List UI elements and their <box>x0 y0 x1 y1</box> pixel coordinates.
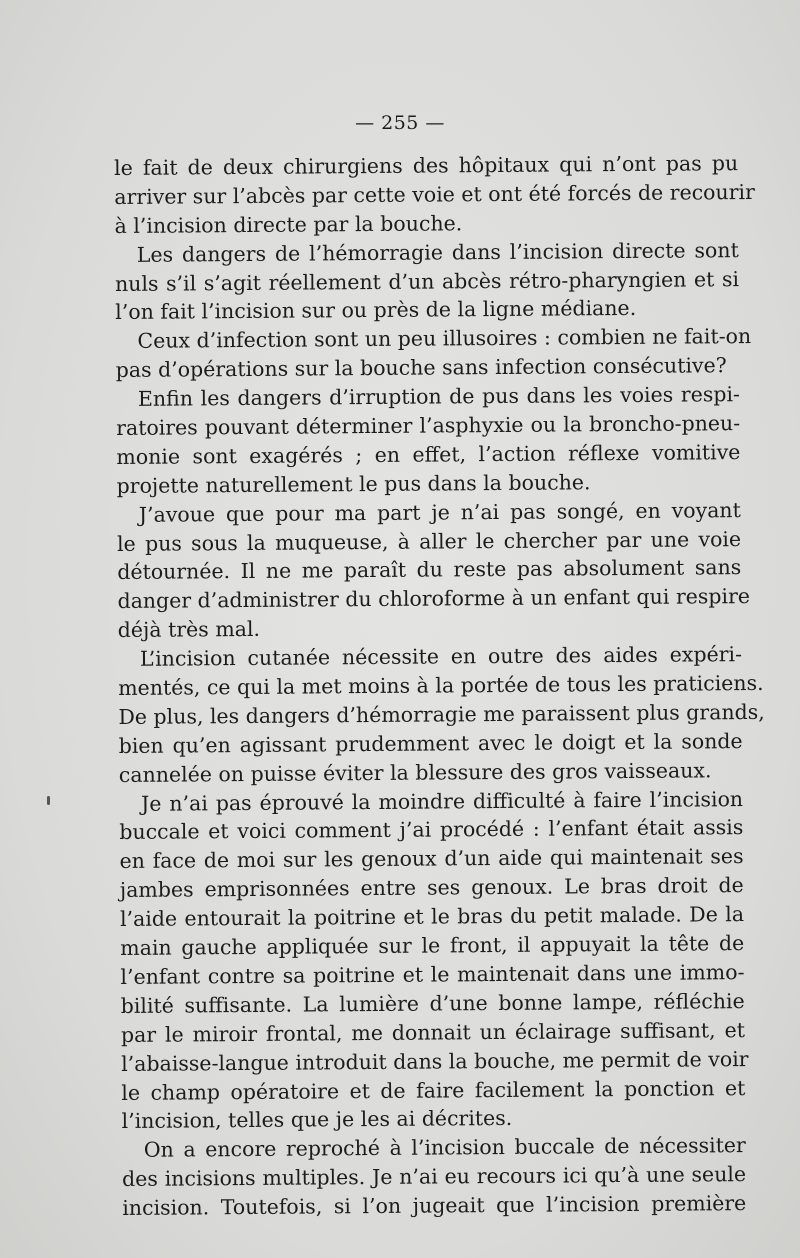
text-line: à l’incision directe par la bouche. <box>114 211 463 238</box>
page-number: — 255 — <box>355 112 445 134</box>
text-line: le champ opératoire et de faire facilement la ponction et <box>121 1075 746 1105</box>
text-line: bien qu’en agissant prudemment avec le doigt et la sonde <box>118 728 743 758</box>
text-line: mentés, ce qui la met moins à la portée de tous les praticiens. <box>118 670 764 701</box>
text-line: le pus sous la muqueuse, à aller le chercher par une voie <box>116 526 742 556</box>
text-line: ratoires pouvant déterminer l’asphyxie ou la broncho-pneu- <box>116 411 741 441</box>
text-line: Les dangers de l’hémorragie dans l’incision directe sont <box>136 237 739 267</box>
text-line: par le miroir frontal, me donnait un éclairage suffisant, et <box>120 1017 745 1047</box>
text-line: l’enfant contre sa poitrine et le maintenait dans une immo- <box>120 960 745 989</box>
text-line: incision. Toutefois, si l’on jugeait que l’incision première <box>122 1191 747 1221</box>
text-line: danger d’administrer du chloroforme à un enfant qui respire <box>117 584 751 614</box>
body-text <box>114 149 765 1223</box>
text-line: Je n’ai pas éprouvé la moindre difficulté à faire l’incision <box>141 786 744 816</box>
text-line: buccale et voici comment j’ai procédé : l’enfant était assis <box>119 815 744 845</box>
text-line: Ceux d’infection sont un peu illusoires : combien ne fait-on <box>137 324 752 354</box>
text-line: en face de moi sur les genoux d’un aide qui maintenait ses <box>119 844 744 874</box>
text-line: l’abaisse-langue introduit dans la bouche, me permit de voir <box>121 1046 749 1076</box>
margin-speck <box>47 796 50 805</box>
text-line: cannelée on puisse éviter la blessure des gros vaisseaux. <box>118 758 712 787</box>
text-line: projette naturellement le pus dans la bouche. <box>116 470 591 498</box>
text-line: nuls s’il s’agit réellement d’un abcès rétro-pharyngien et si <box>114 266 740 296</box>
text-line: monie sont exagérés ; en effet, l’action réflexe vomitive <box>116 439 741 469</box>
text-line: le fait de deux chirurgiens des hôpitaux qui n’ont pas pu <box>114 151 739 180</box>
text-line: jambes emprisonnées entre ses genoux. Le bras droit de <box>119 873 744 903</box>
text-line: pas d’opérations sur la bouche sans infection consécutive? <box>115 353 727 383</box>
text-line: l’aide entourait la poitrine et le bras du petit malade. De la <box>119 902 745 932</box>
text-line: arriver sur l’abcès par cette voie et ont été forcés de recourir <box>114 179 755 209</box>
text-line: De plus, les dangers d’hémorragie me paraissent plus grands, <box>118 699 765 729</box>
text-line: Enfin les dangers d’irruption de pus dans les voies respi- <box>137 382 741 411</box>
text-line: bilité suffisante. La lumière d’une bonne lampe, réfléchie <box>120 988 745 1018</box>
text-line: L’incision cutanée nécessite en outre des aides expéri- <box>139 642 743 671</box>
text-line: On a encore reproché à l’incision buccale de nécessiter <box>143 1133 746 1163</box>
text-line: l’incision, telles que je les ai décrites. <box>121 1106 513 1134</box>
text-line: J’avoue que pour ma part je n’ai pas songé, en voyant <box>138 497 741 527</box>
text-line: des incisions multiples. Je n’ai eu recours ici qu’à une seule <box>121 1162 747 1192</box>
text-line: main gauche appliquée sur le front, il appuyait la tête de <box>120 931 745 961</box>
text-line: détournée. Il ne me paraît du reste pas absolument sans <box>117 555 742 585</box>
text-line: l’on fait l’incision sur ou près de la ligne médiane. <box>115 296 637 325</box>
text-line: déjà très mal. <box>117 617 261 643</box>
